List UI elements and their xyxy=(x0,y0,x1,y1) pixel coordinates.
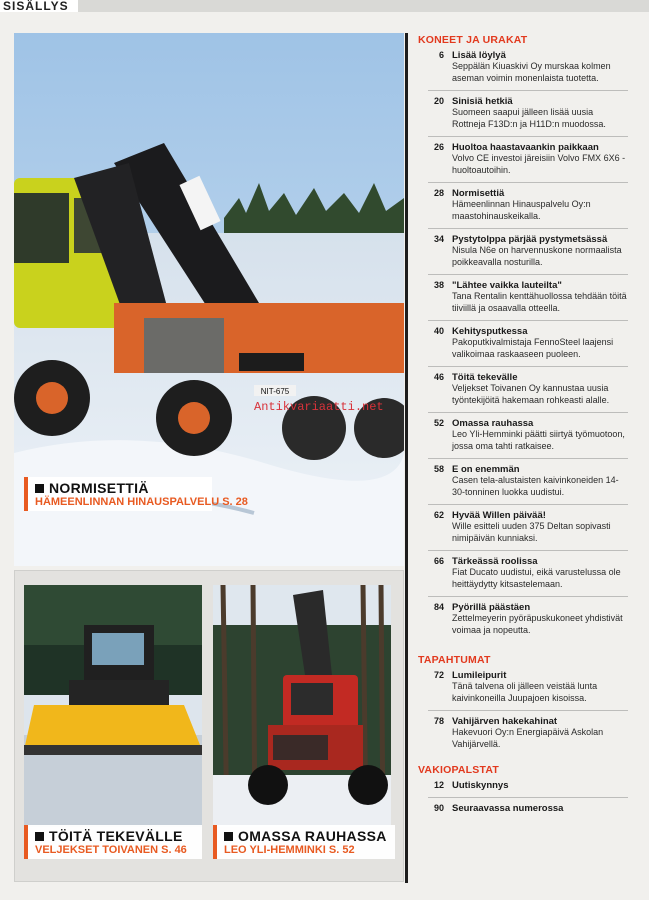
toc-entry[interactable] xyxy=(418,780,638,791)
entry-divider xyxy=(428,550,628,551)
entry-description: Casen tela-alustaisten kaivinkoneiden 14-30-tonninen luokka uudistui. xyxy=(452,475,619,497)
entry-description: Wille esitteli uuden 375 Deltan sopivasti nimipäivän kunniaksi. xyxy=(452,521,611,543)
toc-entry[interactable] xyxy=(418,602,638,636)
entry-divider xyxy=(428,710,628,711)
page-number: 66 xyxy=(433,556,444,566)
entry-description: Tana Rentalin kenttähuollossa tehdään töitä tiiviillä ja osaavalla otteella. xyxy=(452,291,627,313)
entry-title: Omassa rauhassa xyxy=(452,418,534,429)
caption-left-title: TÖITÄ TEKEVÄLLE xyxy=(35,828,195,844)
entry-description: Tänä talvena oli jälleen veistää lunta kaivinkoneilla Juupajoen kisoissa. xyxy=(452,681,598,703)
entry-description: Fiat Ducato uudistui, eikä varustelussa ole heittäydytty kitsastelemaan. xyxy=(452,567,621,589)
hero-title: NORMISETTIÄ xyxy=(35,480,205,496)
entry-description: Seppälän Kiuaskivi Oy murskaa kolmen aseman voimin monenlaista tuotetta. xyxy=(452,61,611,83)
entry-title: Vahijärven hakekahinat xyxy=(452,716,558,727)
photo-harvester xyxy=(213,585,391,827)
entry-title: Tärkeässä roolissa xyxy=(452,556,538,567)
page-number: 6 xyxy=(438,50,444,60)
toc-entry[interactable] xyxy=(418,418,638,452)
caption-left-subtitle: VELJEKSET TOIVANEN S. 46 xyxy=(35,844,187,856)
entry-title: Hyvää Willen päivää! xyxy=(452,510,546,521)
entry-divider xyxy=(428,182,628,183)
column-divider xyxy=(405,33,408,883)
entry-divider xyxy=(428,458,628,459)
page-number: 26 xyxy=(433,142,444,152)
caption-right xyxy=(213,825,395,859)
table-of-contents xyxy=(418,34,638,828)
entry-description: Leo Yli-Hemminki päätti siirtyä työmuotoon, jossa oma tahti ratkaisee. xyxy=(452,429,625,451)
section-label: SISÄLLYS xyxy=(0,0,81,12)
toc-entry[interactable] xyxy=(418,142,638,176)
entry-divider xyxy=(428,504,628,505)
entry-title: E on enemmän xyxy=(452,464,520,475)
page-number: 40 xyxy=(433,326,444,336)
toc-entry[interactable] xyxy=(418,50,638,84)
header-rule xyxy=(78,0,649,12)
entry-description: Hämeenlinnan Hinauspalvelu Oy:n maastohinauskeikalla. xyxy=(452,199,591,221)
page-number: 62 xyxy=(433,510,444,520)
section-heading: TAPAHTUMAT xyxy=(418,654,491,666)
page-number: 28 xyxy=(433,188,444,198)
entry-description: Veljekset Toivanen Oy kannustaa uusia työntekijöitä hakemaan rohkeasti alalle. xyxy=(452,383,610,405)
caption-right-title: OMASSA RAUHASSA xyxy=(224,828,388,844)
page-number: 20 xyxy=(433,96,444,106)
plate-text: NIT-675 xyxy=(260,387,290,396)
entry-divider xyxy=(428,797,628,798)
entry-title: Seuraavassa numerossa xyxy=(452,803,564,814)
entry-title: Pystytolppa pärjää pystymetsässä xyxy=(452,234,608,245)
entry-description: Suomeen saapui jälleen lisää uusia Rottneja F13D:n ja H11D:n muodossa. xyxy=(452,107,606,129)
entry-divider xyxy=(428,320,628,321)
toc-entry[interactable] xyxy=(418,510,638,544)
page-number: 90 xyxy=(433,803,444,813)
section-heading: KONEET JA URAKAT xyxy=(418,34,528,46)
page-number: 34 xyxy=(433,234,444,244)
toc-entry[interactable] xyxy=(418,670,638,704)
toc-entry[interactable] xyxy=(418,96,638,130)
entry-divider xyxy=(428,412,628,413)
page-number: 84 xyxy=(433,602,444,612)
entry-description: Hakevuori Oy:n Energiapäivä Askolan Vahijärvellä. xyxy=(452,727,604,749)
toc-entry[interactable] xyxy=(418,372,638,406)
toc-section xyxy=(418,34,638,636)
page-number: 12 xyxy=(433,780,444,790)
entry-divider xyxy=(428,274,628,275)
toc-entry[interactable] xyxy=(418,803,638,814)
entry-divider xyxy=(428,366,628,367)
toc-section xyxy=(418,654,638,750)
caption-left xyxy=(24,825,202,859)
entry-title: Lumileipurit xyxy=(452,670,507,681)
toc-entry[interactable] xyxy=(418,716,638,750)
toc-entry[interactable] xyxy=(418,556,638,590)
toc-entry[interactable] xyxy=(418,280,638,314)
entry-description: Pakoputkivalmistaja FennoSteel laajensi valikoimaa raskaaseen puoleen. xyxy=(452,337,614,359)
entry-title: Pyörillä päästäen xyxy=(452,602,531,613)
page-number: 52 xyxy=(433,418,444,428)
entry-divider xyxy=(428,228,628,229)
caption-right-subtitle: LEO YLI-HEMMINKI S. 52 xyxy=(224,844,355,856)
entry-title: Kehitysputkessa xyxy=(452,326,528,337)
entry-divider xyxy=(428,136,628,137)
entry-title: Normisettiä xyxy=(452,188,505,199)
page-number: 72 xyxy=(433,670,444,680)
entry-title: Huoltoa haastavaankin paikkaan xyxy=(452,142,599,153)
entry-title: Sinisiä hetkiä xyxy=(452,96,513,107)
page-number: 58 xyxy=(433,464,444,474)
toc-entry[interactable] xyxy=(418,464,638,498)
toc-entry[interactable] xyxy=(418,188,638,222)
toc-entry[interactable] xyxy=(418,234,638,268)
entry-title: "Lähtee vaikka lauteilta" xyxy=(452,280,562,291)
entry-title: Lisää löylyä xyxy=(452,50,506,61)
hero-caption xyxy=(24,477,248,511)
page-number: 46 xyxy=(433,372,444,382)
section-heading: VAKIOPALSTAT xyxy=(418,764,499,776)
entry-divider xyxy=(428,90,628,91)
entry-description: Nisula N6e on harvennuskone normaalista poikkeavalla nosturilla. xyxy=(452,245,622,267)
toc-entry[interactable] xyxy=(418,326,638,360)
photo-wheel-loader xyxy=(24,585,202,827)
page-number: 78 xyxy=(433,716,444,726)
toc-section xyxy=(418,764,638,814)
entry-description: Volvo CE investoi järeisiin Volvo FMX 6X6 -huoltoautoihin. xyxy=(452,153,626,175)
entry-title: Töitä tekevälle xyxy=(452,372,518,383)
page-number: 38 xyxy=(433,280,444,290)
entry-divider xyxy=(428,596,628,597)
watermark: Antikvariaatti.net xyxy=(254,400,384,414)
entry-description: Zettelmeyerin pyöräpuskukoneet yhdistivät voimaa ja nopeutta. xyxy=(452,613,623,635)
hero-subtitle: HÄMEENLINNAN HINAUSPALVELU S. 28 xyxy=(35,496,248,508)
entry-title: Uutiskynnys xyxy=(452,780,509,791)
